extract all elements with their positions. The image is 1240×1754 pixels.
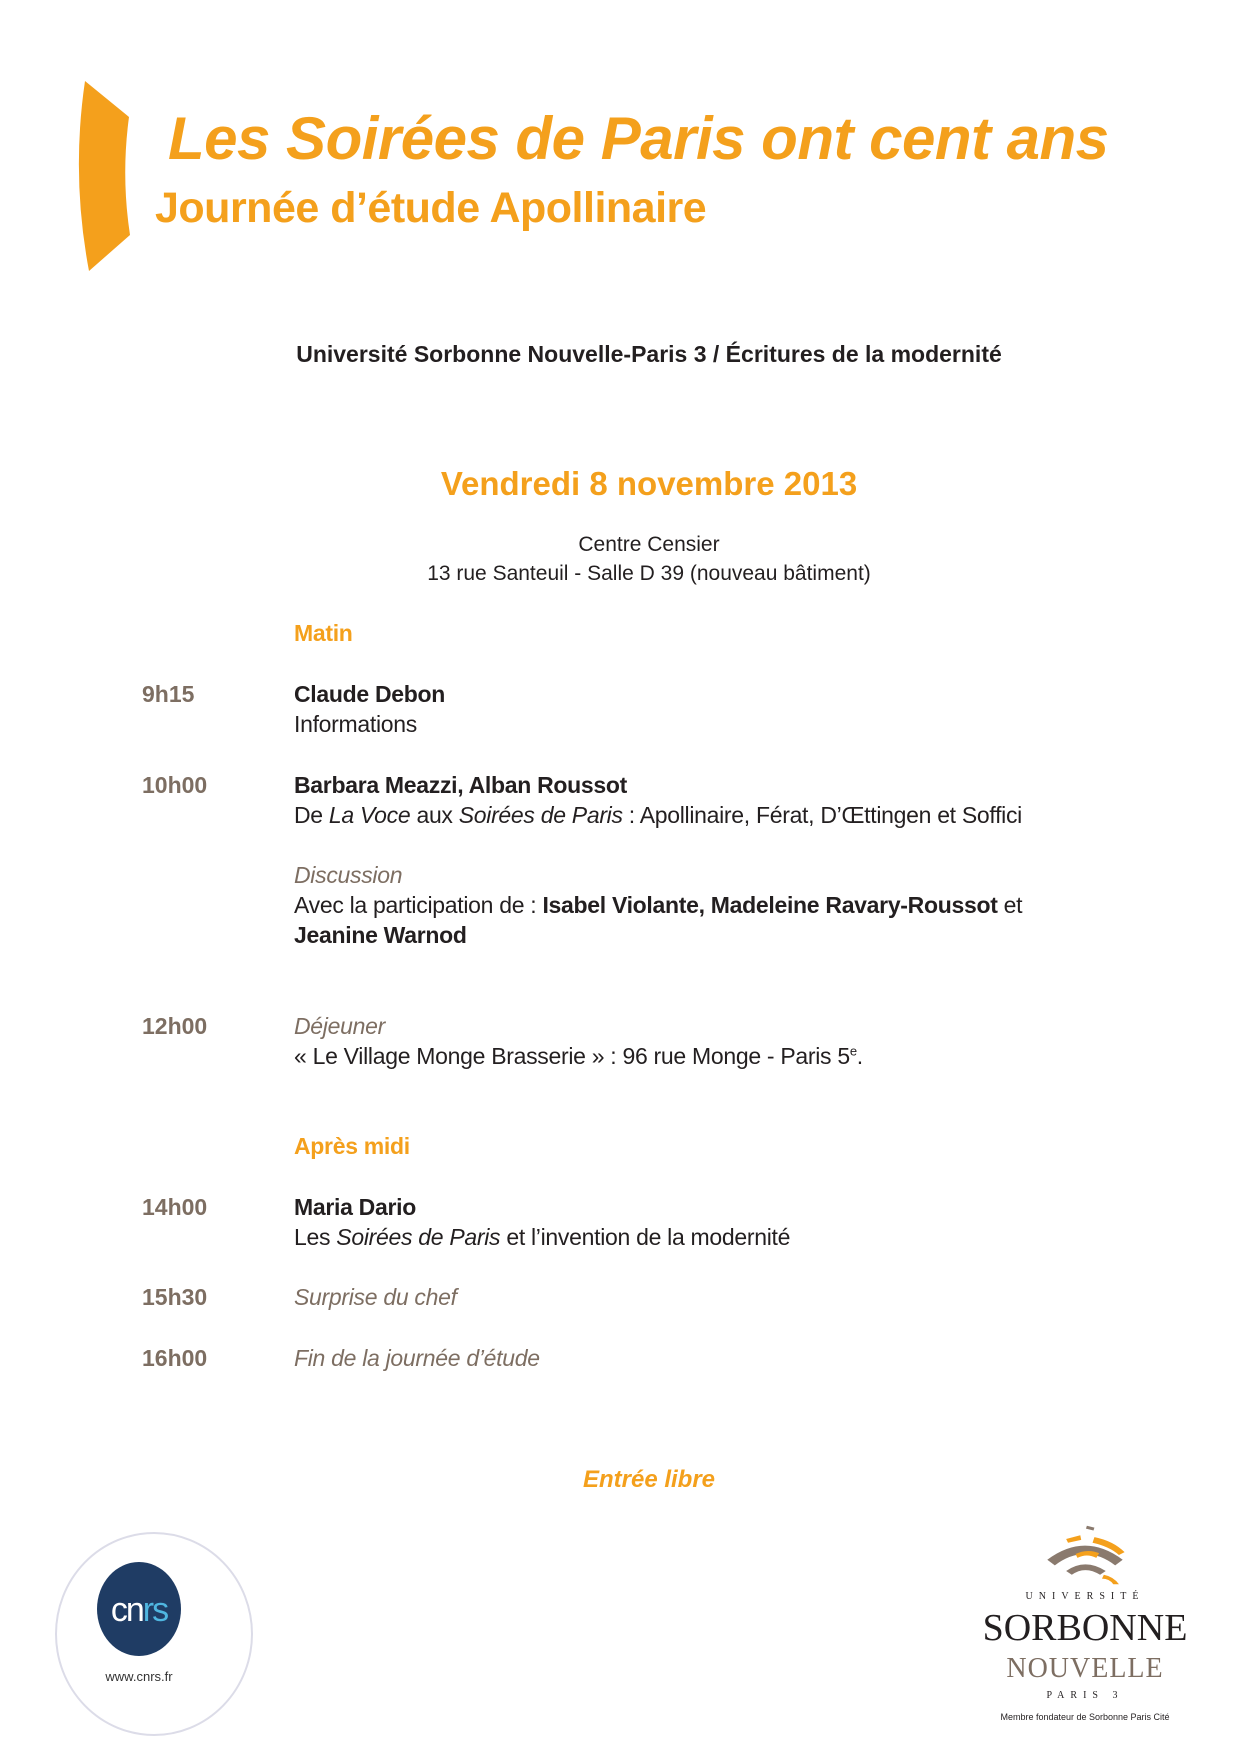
time: 16h00: [142, 1345, 208, 1371]
text: : Apollinaire, Férat, D’Œttingen et Soffici: [622, 802, 1022, 828]
orange-arc-decoration: [77, 81, 133, 271]
talk-title: Informations: [294, 711, 417, 737]
lunch-label: Déjeuner: [294, 1013, 385, 1039]
discussion-participant: Jeanine Warnod: [294, 922, 467, 948]
logo-text: NOUVELLE: [1006, 1653, 1164, 1684]
logo-tagline: Membre fondateur de Sorbonne Paris Cité: [1000, 1712, 1170, 1722]
svg-text:cnrs: cnrs: [110, 1591, 168, 1629]
section-afternoon: Après midi: [294, 1133, 410, 1159]
page-subtitle: Journée d’étude Apollinaire: [155, 184, 707, 232]
talk-title: [294, 802, 1022, 829]
event-date: Vendredi 8 novembre 2013: [440, 465, 858, 502]
text: Avec la participation de :: [294, 892, 543, 918]
cnrs-logo: [52, 1529, 257, 1739]
organizer: Université Sorbonne Nouvelle-Paris 3 / Écritures de la modernité: [296, 341, 1002, 367]
text: et l’invention de la modernité: [500, 1224, 791, 1250]
text: « Le Village Monge Brasserie » : 96 rue Monge - Paris 5: [294, 1043, 850, 1069]
text: Soirées de Paris: [336, 1224, 501, 1250]
free-entry: Entrée libre: [582, 1466, 716, 1493]
time: 9h15: [142, 681, 195, 707]
logo-text: PARIS 3: [1046, 1690, 1124, 1701]
sorbonne-nouvelle-logo: [970, 1522, 1200, 1723]
text: Les: [294, 1224, 337, 1250]
time: 14h00: [142, 1194, 208, 1220]
venue-name: Centre Censier: [578, 533, 720, 556]
speaker: Maria Dario: [294, 1194, 416, 1220]
text: Isabel Violante, Madeleine Ravary-Roussot: [542, 892, 998, 918]
text: et: [997, 892, 1023, 918]
section-morning: Matin: [294, 620, 353, 646]
speaker: Barbara Meazzi, Alban Roussot: [294, 772, 627, 798]
speaker: Claude Debon: [294, 681, 446, 707]
talk-title: [294, 1224, 790, 1251]
discussion-label: Discussion: [294, 862, 403, 888]
event-label: Surprise du chef: [294, 1284, 457, 1310]
text: La Voce: [328, 802, 411, 828]
venue-address: 13 rue Santeuil - Salle D 39 (nouveau bâtiment): [427, 562, 871, 585]
logo-text: UNIVERSITÉ: [1025, 1591, 1145, 1602]
page-title: Les Soirées de Paris ont cent ans: [168, 105, 1109, 172]
time: 12h00: [142, 1013, 208, 1039]
text: e: [849, 1043, 857, 1059]
text: aux: [410, 802, 459, 828]
sorbonne-emblem-icon: [1025, 1522, 1145, 1588]
logo-text: SORBONNE: [982, 1607, 1188, 1649]
text: .: [856, 1043, 863, 1069]
event-label: Fin de la journée d’étude: [294, 1345, 540, 1371]
text: Soirées de Paris: [458, 802, 623, 828]
time: 15h30: [142, 1284, 208, 1310]
text: De: [294, 802, 329, 828]
time: 10h00: [142, 772, 208, 798]
discussion-participants: [294, 892, 1022, 919]
cnrs-url: www.cnrs.fr: [105, 1669, 173, 1684]
lunch-place: [294, 1043, 863, 1070]
